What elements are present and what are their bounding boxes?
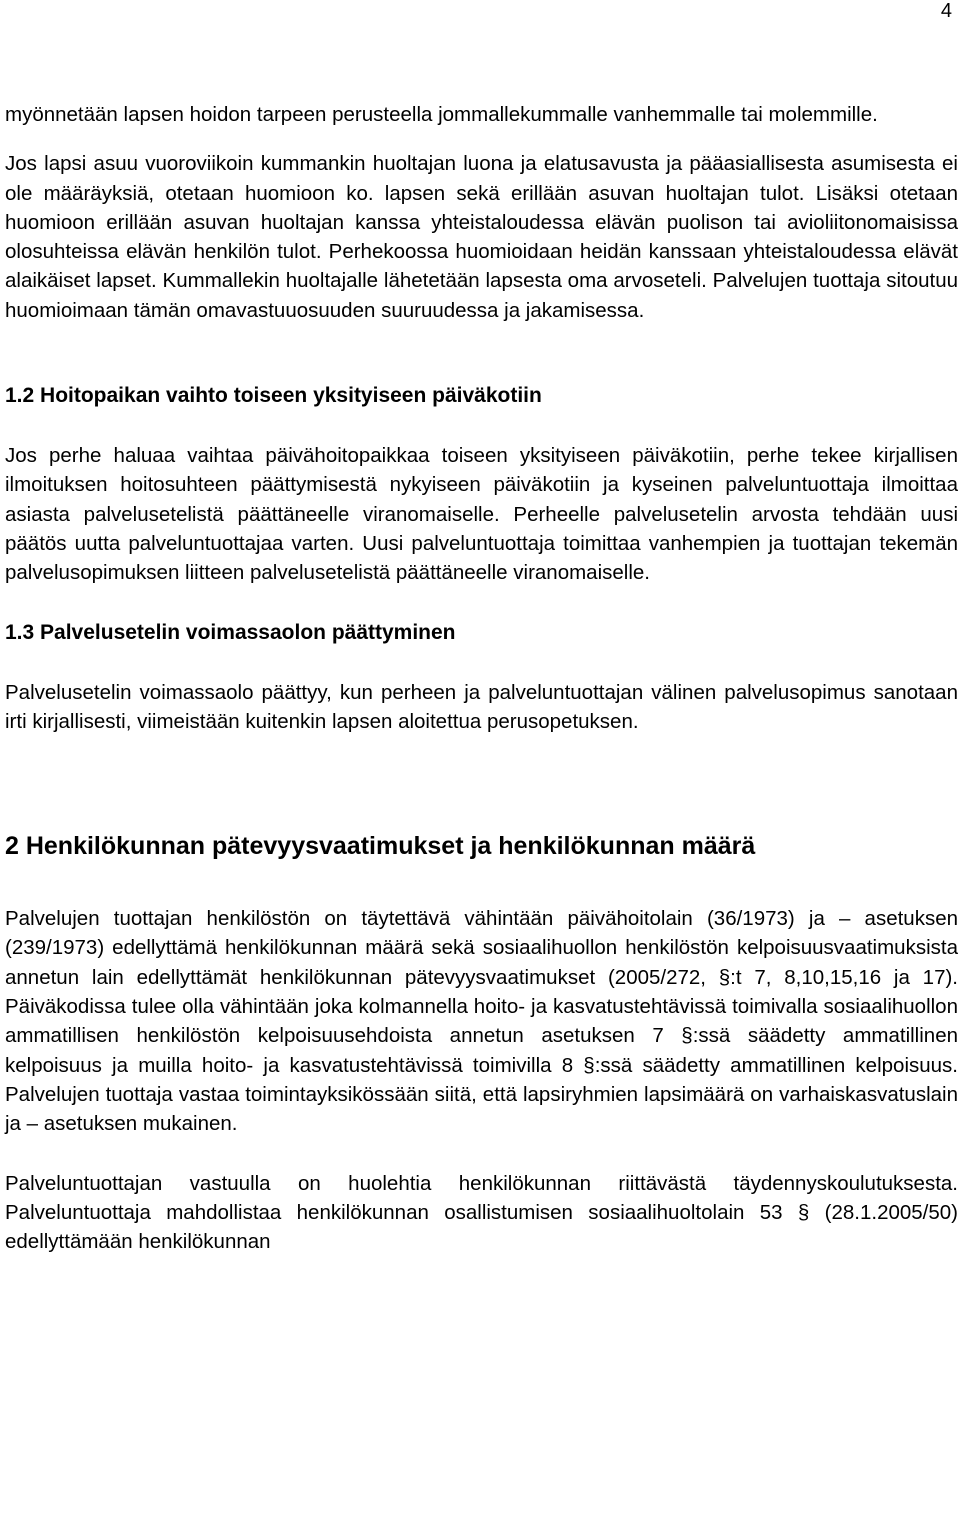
paragraph-staff-requirements: Palvelujen tuottajan henkilöstön on täytettävä vähintään päivähoitolain (36/1973) ja – asetuksen (239/1973) edellyttämä henkilökunnan määrä sekä sosiaalihuollon henkilöstön kelpoisuusvaatimuksista annetun lain edellyttämät henkilökunnan pätevyysvaatimukset (2005/272, §:t 7, 8,10,15,16 ja 17). Päiväkodissa tulee olla vähintään joka kolmannella hoito- ja kasvatustehtävissä toimivalla sosiaalihuollon ammatillisen henkilöstön kelpoisuusehdoista annetun asetuksen 7 §:ssä säädetty ammatillinen kelpoisuus ja muilla hoito- ja kasvatustehtävissä toimivilla 8 §:ssä säädetty ammatillinen kelpoisuus. Palvelujen tuottaja vastaa toimintayksikössään siitä, että lapsiryhmien lapsimäärä on varhaiskasvatuslain ja – asetuksen mukainen. (5, 907, 958, 1136)
paragraph-voucher-expiry: Palvelusetelin voimassaolo päättyy, kun perheen ja palveluntuottajan välinen palvelusopimus sanotaan irti kirjallisesti, viimeistään kuitenkin lapsen aloitettua perusopetuksen. (5, 680, 958, 733)
paragraph-continuation: myönnetään lapsen hoidon tarpeen perusteella jommallekummalle vanhemmalle tai molemmille. (5, 103, 878, 126)
page-number: 4 (940, 0, 952, 22)
heading-1-2: 1.2 Hoitopaikan vaihto toiseen yksityiseen päiväkotiin (5, 384, 542, 408)
paragraph-staff-training: Palveluntuottajan vastuulla on huolehtia henkilökunnan riittävästä täydennyskoulutuksesta. Palveluntuottaja mahdollistaa henkilökunnan osallistumisen sosiaalihuoltolain 53 § (28.1.2005/50) edellyttämään henkilökunnan (5, 1171, 958, 1254)
heading-2: 2 Henkilökunnan pätevyysvaatimukset ja henkilökunnan määrä (5, 832, 756, 861)
heading-1-3: 1.3 Palvelusetelin voimassaolon päättyminen (5, 620, 456, 644)
paragraph-change-of-daycare: Jos perhe haluaa vaihtaa päivähoitopaikkaa toiseen yksityiseen päiväkotiin, perhe tekee kirjallisen ilmoituksen hoitosuhteen päättymisestä nykyiseen päiväkotiin ja kyseinen palveluntuottaja ilmoittaa asiasta palvelusetelistä päättäneelle viranomaiselle. Perheelle palvelusetelin arvosta tehdään uusi päätös uutta palveluntuottajaa varten. Uusi palveluntuottaja toimittaa vanhempien ja tuottajan tekemän palvelusopimuksen liitteen palvelusetelistä päättäneelle viranomaiselle. (5, 444, 958, 585)
paragraph-alternating-residence: Jos lapsi asuu vuoroviikoin kummankin huoltajan luona ja elatusavusta ja pääasiallisesta asumisesta ei ole määräyksiä, otetaan huomioon ko. lapsen sekä erillään asuvan huoltajan tulot. Lisäksi otetaan huomioon erillään asuvan huoltajan kanssa yhteistaloudessa elävän puolison tai avioliitonomaisissa olosuhteissa elävän henkilön tulot. Perhekoossa huomioidaan heidän kanssaan yhteistaloudessa elävät alaikäiset lapset. Kummallekin huoltajalle lähetetään lapsesta oma arvoseteli. Palvelujen tuottaja sitoutuu huomioimaan tämän omavastuuosuuden suuruudessa ja jakamisessa. (5, 152, 958, 322)
document-body (5, 100, 958, 1256)
